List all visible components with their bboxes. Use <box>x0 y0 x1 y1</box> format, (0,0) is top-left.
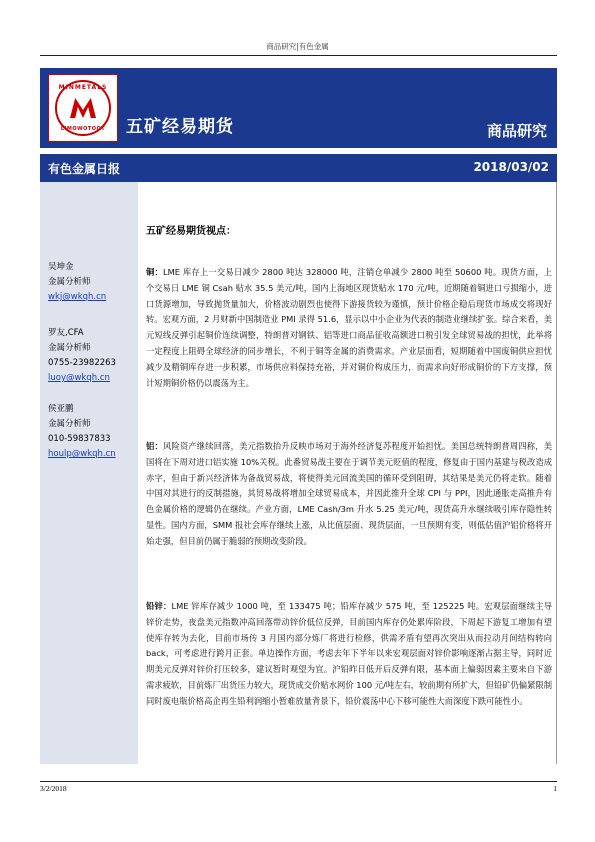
lead-zinc-paragraph <box>146 599 552 710</box>
header-rule <box>40 55 557 56</box>
analyst-title: 金属分析师 <box>48 343 91 353</box>
analyst-card <box>48 402 116 462</box>
logo-emblem-icon: MINMETALS LIMOWOTOOT <box>55 80 111 136</box>
footer-date: 3/2/2018 <box>40 784 67 793</box>
paragraph-lead: 铜： <box>146 267 163 277</box>
analyst-card <box>48 260 106 305</box>
report-date: 2018/03/02 <box>473 160 549 174</box>
paragraph-text: LME 锌库存减少 1000 吨，至 133475 吨；铅库存减少 575 吨，至 125225 吨。宏观层面继续主导锌价走势，夜盘美元指数冲高回落带动锌价低位反弹，目前国内库存仍处累库阶段，下周起下游复工增加有望使库存转为去化，目前市场传 3 月国内部分炼厂将进行检修，供需矛盾有望再次突出从而拉动月间结构转向 back，可考虑进行跨月正套。单边操作方面，考虑去年下半年以来宏观层面对锌价影响逐渐占据主导，同时近期美元反弹对锌价打压较多，建议暂时观望为宜。沪铅昨日低开后反弹有限，基本面上偏弱因素主要来自下游需求疲软，目前炼厂出货压力较大，现货成交价贴水网价 100 元/吨左右，较前期有所扩大，但铅矿仍偏紧限制同时废电瓶价格高企再生铅利润缩小暂难放量背景下，铅价震荡中心下移可能性大而深度下跌可能性小。 <box>146 601 552 706</box>
page-number: 1 <box>553 784 557 793</box>
view-title: 五矿经易期货视点： <box>146 226 236 237</box>
section-label: 商品研究 <box>486 122 547 140</box>
analyst-card <box>48 326 116 386</box>
copper-paragraph <box>146 265 552 391</box>
right-divider <box>556 182 557 764</box>
logo-m-icon <box>70 98 96 118</box>
company-logo <box>48 74 118 142</box>
analyst-name: 罗友,CFA <box>48 328 84 338</box>
report-type: 有色金属日报 <box>48 162 121 176</box>
running-header: 商品研究|有色金属 <box>266 42 329 51</box>
brand-name: 五矿经易期货 <box>126 117 234 137</box>
footer-rule <box>40 781 557 782</box>
analyst-name: 侯亚鹏 <box>48 404 74 414</box>
analyst-name: 吴坤金 <box>48 262 74 272</box>
paragraph-text: LME 库存上一交易日减少 2800 吨达 328000 吨，注销仓单减少 2800 吨至 50600 吨。现货方面，上个交易日 LME 铜 Csah 贴水 35.5 美元/吨，国内上海地区现货贴水 170 元/吨，近期随着铜进口亏损缩小，进口货源增加，导致抛货量加大，价格波动剧烈也使得下游接货较为谨慎，预计价格企稳后现货市场成交将现好转。宏观方面，2 月财新中国制造业 PMI 录得 51.6，显示以中小企业为代表的制造业继续扩张。综合来看，美元短线反弹引起铜价连续调整，特朗普对钢铁、铝等进口商品征收高额进口税引发全球贸易战的担忧，此举将一定程度上阻碍全球经济的同步增长，不利于铜等金属的消费需求。产业层面看，短期随着中国废铜供应担忧减少及精铜库存进一步积累，市场供应料保持充裕，并对铜价构成压力，而需求向好形成铜价的下方支撑，预计短期铜价格仍以震荡为主。 <box>146 267 552 388</box>
analyst-phone: 0755-23982263 <box>48 358 116 368</box>
analyst-email-link[interactable]: houlp@wkqh.cn <box>48 449 116 459</box>
paragraph-lead: 铝： <box>146 441 163 451</box>
report-subbar <box>40 154 557 182</box>
analyst-title: 金属分析师 <box>48 277 91 287</box>
analyst-title: 金属分析师 <box>48 419 91 429</box>
analyst-phone: 010-59837833 <box>48 434 111 444</box>
paragraph-text: 风险资产继续回落，美元指数抬升反映市场对于海外经济复苏程度开始担忧。美国总统特朗普周四称，美国将在下周对进口铝实施 10%关税。此番贸易战主要在于调节美元贬值的程度，修复由于国内基建与税改造成赤字，但由于新兴经济体为备战贸易战，将使得美元回流美国的循环受到阻碍，其结果是美元仍将走软。随着中国对其进行的反制措施，其贸易战将增加全球贸易成本，并因此推升全球 CPI 与 PPI，因此通胀走高推升有色金属价格的逻辑仍在继续。产业方面，LME Cash/3m 升水 5.25 美元/吨，现货高升水继续吸引库存隐性转显性。国内方面，SMM 报社会库存继续上涨，从比值层面、现货层面，一旦预期有变，则低估值沪铝价格将开始走强，但目前仍属于脆弱的预期改变阶段。 <box>146 441 552 546</box>
analyst-email-link[interactable]: wkj@wkqh.cn <box>48 292 107 302</box>
analyst-email-link[interactable]: luoy@wkqh.cn <box>48 373 110 383</box>
aluminum-paragraph <box>146 439 552 550</box>
brand-banner <box>40 68 557 148</box>
analyst-sidebar <box>40 182 138 764</box>
paragraph-lead: 铅锌： <box>146 601 172 611</box>
